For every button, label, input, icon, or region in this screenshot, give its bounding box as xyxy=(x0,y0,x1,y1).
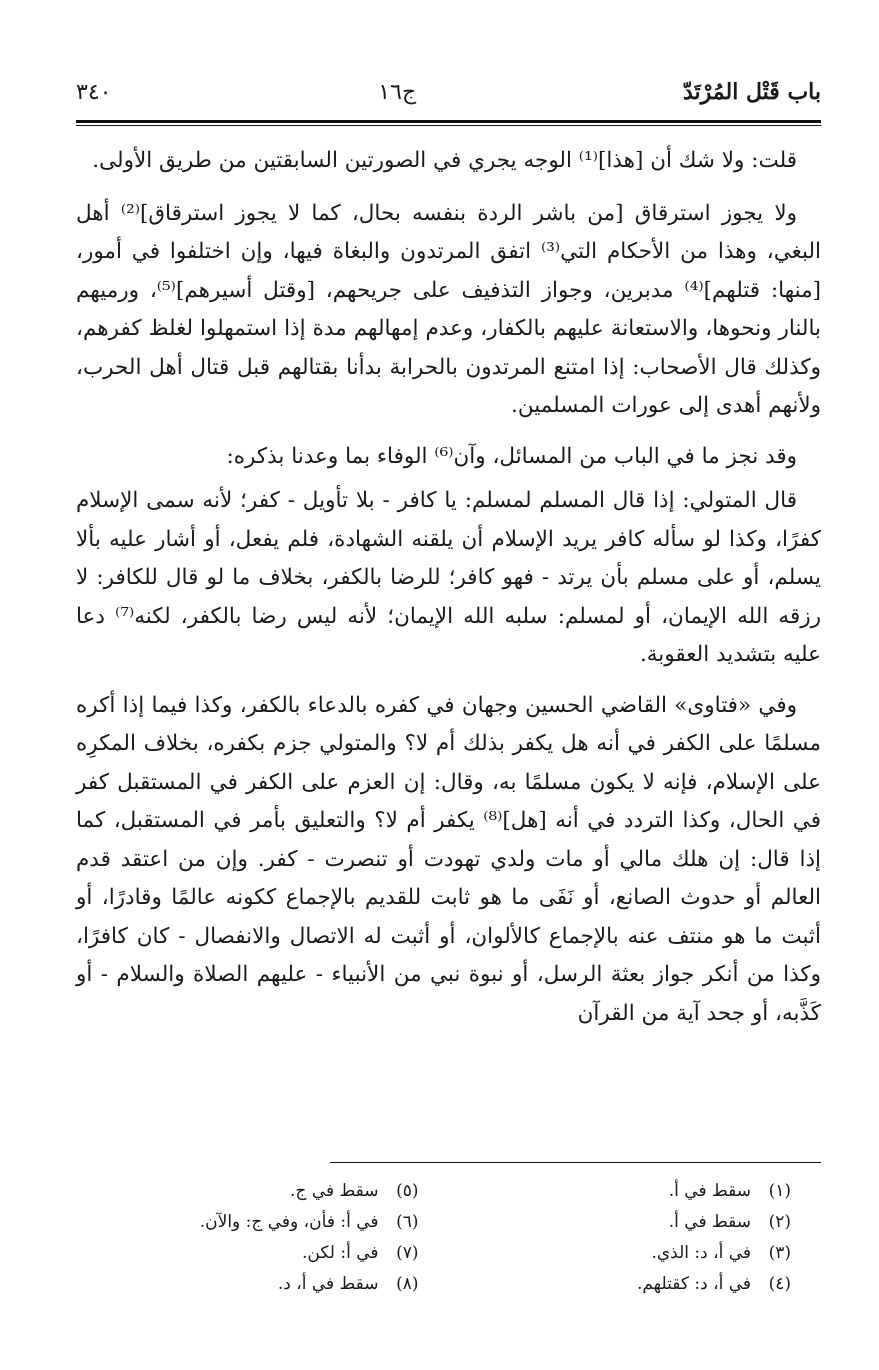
footnote-text: سقط في أ. xyxy=(668,1212,751,1232)
footnote-number: (٧) xyxy=(396,1243,419,1263)
paragraph: ولا يجوز استرقاق [من باشر الردة بنفسه بحال، كما لا يجوز استرقاق]⁽²⁾ أهل البغي، وهذا من الأحكام التي⁽³⁾ اتفق المرتدون والبغاة فيها، وإن اختلفوا في أمور، [منها: قتلهم]⁽⁴⁾ مدبرين، وجواز التذفيف على جريحهم، [وقتل أسيرهم]⁽⁵⁾، ورميهم بالنار ونحوها، والاستعانة عليهم بالكفار، وعدم إمهالهم مدة إذا استمهلوا لغلظ كفرهم، وكذلك قال الأصحاب: إذا امتنع المرتدون بالحرابة بدأنا بقتالهم قبل قتال أهل الحرب، ولأنهم أهدى إلى عورات المسلمين. xyxy=(76,200,822,418)
footnote xyxy=(76,1207,419,1238)
footnote-number: (٥) xyxy=(396,1181,419,1201)
header-rule-thin xyxy=(76,125,821,126)
footnote-text: في أ: لكن. xyxy=(302,1243,379,1263)
footnote-number: (٣) xyxy=(768,1243,791,1263)
footnotes-column-left xyxy=(76,1176,449,1300)
paragraph: قلت: ولا شك أن [هذا]⁽¹⁾ الوجه يجري في الصورتين السابقتين من طريق الأولى. xyxy=(92,148,797,173)
chapter-title: باب قَتْل المُرْتَدّ xyxy=(682,79,821,105)
footnotes xyxy=(76,1176,821,1300)
footnote xyxy=(76,1269,419,1300)
running-header xyxy=(76,72,821,112)
footnote-number: (٦) xyxy=(396,1212,419,1232)
paragraph: وقد نجز ما في الباب من المسائل، وآن⁽⁶⁾ الوفاء بما وعدنا بذكره: xyxy=(226,443,797,469)
footnote-text: في أ، د: كقتلهم. xyxy=(636,1274,751,1294)
footnote-number: (٤) xyxy=(768,1274,791,1294)
footnote-separator xyxy=(330,1162,821,1163)
footnote-text: في أ، د: الذي. xyxy=(651,1243,751,1263)
footnote-text: سقط في ج. xyxy=(290,1181,379,1201)
volume-label: ج١٦ xyxy=(378,79,417,105)
footnote xyxy=(449,1238,792,1269)
footnote xyxy=(449,1207,792,1238)
page-number: ٣٤٠ xyxy=(76,79,112,105)
footnote xyxy=(449,1176,792,1207)
footnotes-column-right xyxy=(449,1176,822,1300)
footnote-number: (٢) xyxy=(768,1212,791,1232)
footnote xyxy=(76,1176,419,1207)
footnote-text: سقط في أ، د. xyxy=(277,1274,379,1294)
paragraph: وفي «فتاوى» القاضي الحسين وجهان في كفره بالدعاء بالكفر، وكذا فيما إذا أكره مسلمًا على الكفر في أنه هل يكفر بذلك أم لا؟ والمتولي جزم بكفره، بخلاف المكرِه على الإسلام، فإنه لا يكون مسلمًا به، وقال: إن العزم على الكفر في المستقبل كفر في الحال، وكذا التردد في أنه [هل]⁽⁸⁾ يكفر أم لا؟ والتعليق بأمر في المستقبل، كما إذا قال: إن هلك مالي أو مات ولدي تهودت أو تنصرت - كفر. وإن من اعتقد قدم العالم أو حدوث الصانع، أو نَفَى ما هو ثابت للقديم بالإجماع ككونه عالمًا وقادرًا، أو أثبت ما هو منتف عنه بالإجماع كالألوان، أو أثبت له الاتصال والانفصال - كان كافرًا، وكذا من أنكر جواز بعثة الرسل، أو نبوة نبي من الأنبياء - عليهم الصلاة والسلام - أو كَذَّبه، أو جحد آية من القرآن xyxy=(76,692,821,1026)
footnote-text: سقط في أ. xyxy=(668,1181,751,1201)
main-text xyxy=(76,142,821,1045)
header-rule-thick xyxy=(76,120,821,123)
footnote-text: في أ: فأن، وفي ج: والآن. xyxy=(199,1212,379,1232)
footnote xyxy=(449,1269,792,1300)
footnote-number: (٨) xyxy=(396,1274,419,1294)
paragraph: قال المتولي: إذا قال المسلم لمسلم: يا كافر - بلا تأويل - كفر؛ لأنه سمى الإسلام كفرًا، وكذا لو سأله كافر يريد الإسلام أن يلقنه الشهادة، فلم يفعل، أو أشار عليه بألا يسلم، أو على مسلم بأن يرتد - فهو كافر؛ للرضا بالكفر، بخلاف ما لو قال للكافر: لا رزقه الله الإيمان، أو لمسلم: سلبه الله الإيمان؛ لأنه ليس رضا بالكفر، لكنه⁽⁷⁾ دعا عليه بتشديد العقوبة. xyxy=(76,488,821,667)
footnote xyxy=(76,1238,419,1269)
footnote-number: (١) xyxy=(768,1181,791,1201)
